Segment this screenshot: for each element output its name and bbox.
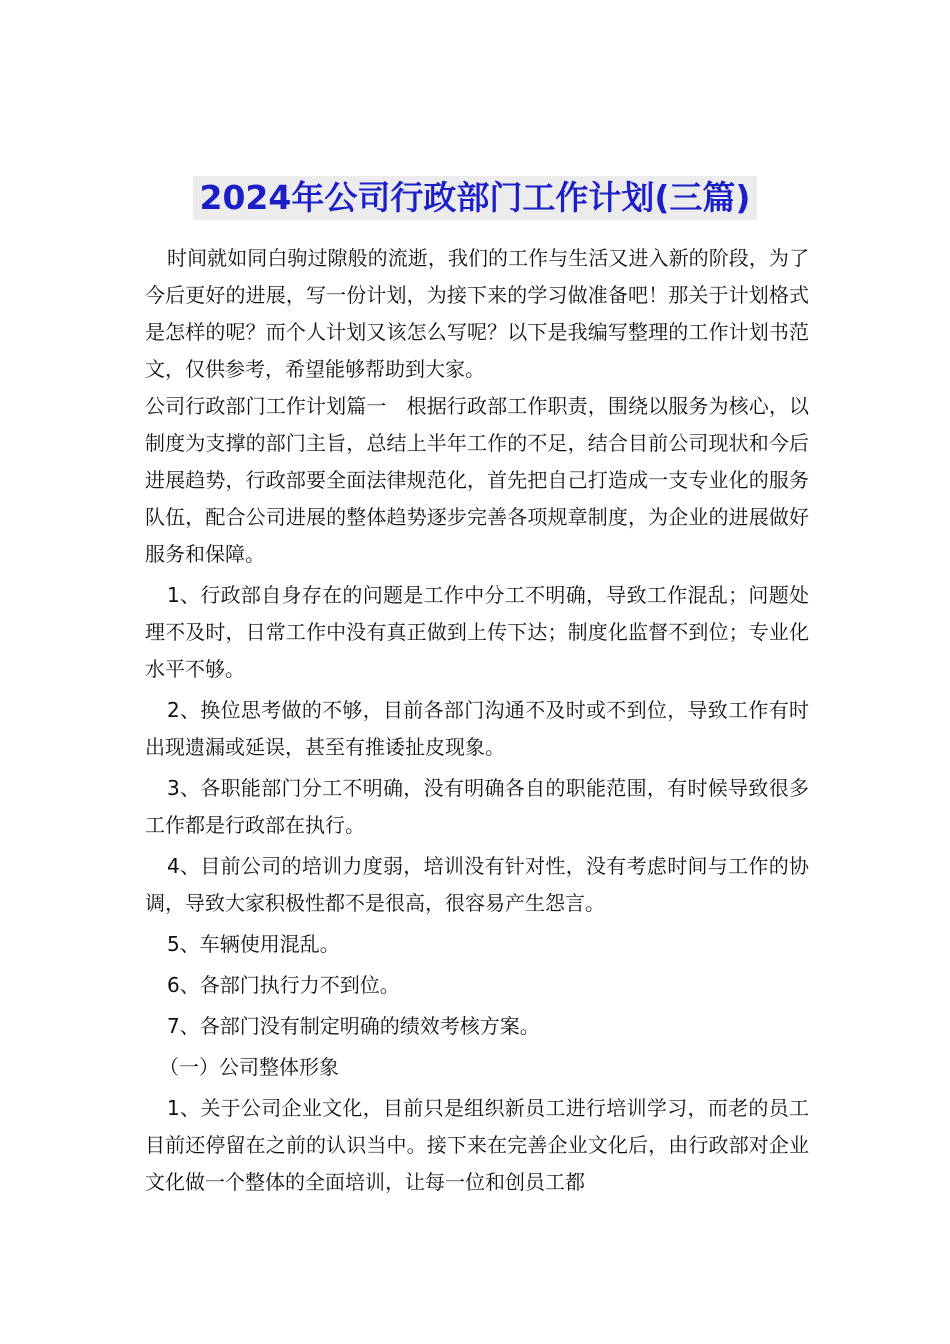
issue-item-5: 5、车辆使用混乱。	[167, 932, 340, 956]
subsection-heading: （一）公司整体形象	[159, 1055, 339, 1079]
document-body	[145, 240, 809, 1201]
issue-item-1: 1、行政部自身存在的问题是工作中分工不明确，导致工作混乱；问题处理不及时，日常工作中没有真正做到上传下达；制度化监督不到位；专业化水平不够。	[145, 583, 809, 681]
section-one-paragraph: 公司行政部门工作计划篇一 根据行政部工作职责，围绕以服务为核心，以制度为支撑的部门主旨，总结上半年工作的不足，结合目前公司现状和今后进展趋势，行政部要全面法律规范化，首先把自己打造成一支专业化的服务队伍，配合公司进展的整体趋势逐步完善各项规章制度，为企业的进展做好服务和保障。	[145, 394, 809, 566]
issue-item-6: 6、各部门执行力不到位。	[167, 973, 400, 997]
title-block	[0, 176, 950, 220]
issue-item-7: 7、各部门没有制定明确的绩效考核方案。	[167, 1014, 540, 1038]
intro-paragraph: 时间就如同白驹过隙般的流逝，我们的工作与生活又进入新的阶段，为了今后更好的进展，写一份计划，为接下来的学习做准备吧！那关于计划格式是怎样的呢？而个人计划又该怎么写呢？以下是我编写整理的工作计划书范文，仅供参考，希望能够帮助到大家。	[145, 246, 809, 381]
issue-item-4: 4、目前公司的培训力度弱，培训没有针对性，没有考虑时间与工作的协调，导致大家积极性都不是很高，很容易产生怨言。	[145, 854, 809, 915]
document-title: 2024年公司行政部门工作计划(三篇)	[193, 176, 756, 220]
subsection-item-1: 1、关于公司企业文化，目前只是组织新员工进行培训学习，而老的员工目前还停留在之前的认识当中。接下来在完善企业文化后，由行政部对企业文化做一个整体的全面培训，让每一位和创员工都	[145, 1096, 809, 1194]
issue-item-3: 3、各职能部门分工不明确，没有明确各自的职能范围，有时候导致很多工作都是行政部在执行。	[145, 776, 809, 837]
issue-item-2: 2、换位思考做的不够，目前各部门沟通不及时或不到位，导致工作有时出现遗漏或延误，甚至有推诿扯皮现象。	[145, 698, 809, 759]
